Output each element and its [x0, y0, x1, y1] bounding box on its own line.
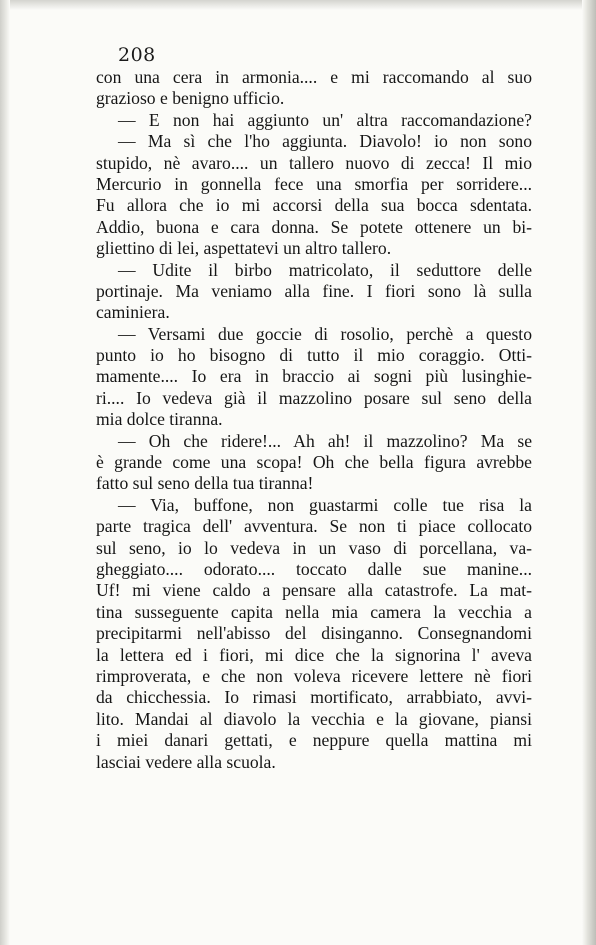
- page-right-edge: [582, 0, 596, 945]
- text-line: precipitarmi nell'abisso del disinganno. Consegnandomi: [96, 623, 532, 644]
- page-left-edge: [0, 0, 10, 945]
- text-line: i miei danari gettati, e neppure quella mattina mi: [96, 730, 532, 751]
- text-line: Addio, buona e cara donna. Se potete ottenere un bi-: [96, 216, 532, 237]
- text-line: — Udite il birbo matricolato, il seduttore delle: [118, 259, 532, 280]
- text-line: parte tragica dell' avventura. Se non ti piace collocato: [96, 516, 532, 537]
- text-line: Mercurio in gonnella fece una smorfia per sorridere...: [96, 173, 532, 194]
- text-line: ri.... Io vedeva già il mazzolino posare sul seno della: [96, 387, 532, 408]
- text-line: punto io ho bisogno di tutto il mio coraggio. Otti-: [96, 345, 532, 366]
- text-line: — Oh che ridere!... Ah ah! il mazzolino? Ma se: [118, 430, 532, 451]
- text-line: sul seno, io lo vedeva in un vaso di porcellana, va-: [96, 537, 532, 558]
- text-line: è grande come una scopa! Oh che bella figura avrebbe: [96, 452, 532, 473]
- body-text: [96, 67, 532, 773]
- text-line: mia dolce tiranna.: [96, 409, 223, 430]
- text-line: Uf! mi viene caldo a pensare alla catastrofe. La mat-: [96, 580, 532, 601]
- text-line: caminiera.: [96, 302, 170, 323]
- page-top-edge: [0, 0, 596, 10]
- text-line: lito. Mandai al diavolo la vecchia e la giovane, piansi: [96, 708, 532, 729]
- text-line: gheggiato.... odorato.... toccato dalle sue manine...: [96, 558, 532, 579]
- text-line: con una cera in armonia.... e mi raccomando al suo: [96, 67, 532, 87]
- text-line: rimproverata, e che non voleva ricevere lettere nè fiori: [96, 665, 532, 686]
- text-line: la lettera ed i fiori, mi dice che la signorina l' aveva: [96, 644, 532, 665]
- text-line: da chicchessia. Io rimasi mortificato, arrabbiato, avvi-: [96, 687, 532, 708]
- text-line: portinaje. Ma veniamo alla fine. I fiori sono là sulla: [96, 280, 532, 301]
- text-line: — Via, buffone, non guastarmi colle tue risa la: [118, 494, 532, 515]
- text-line: — Versami due goccie di rosolio, perchè a questo: [118, 323, 532, 344]
- text-line: stupido, nè avaro.... un tallero nuovo di zecca! Il mio: [96, 152, 532, 173]
- text-line: Fu allora che io mi accorsi della sua bocca sdentata.: [96, 195, 532, 216]
- text-line: tina susseguente capita nella mia camera la vecchia a: [96, 601, 532, 622]
- page-number: 208: [118, 44, 156, 66]
- text-line: grazioso e benigno ufficio.: [96, 88, 285, 109]
- text-line: lasciai vedere alla scuola.: [96, 751, 276, 772]
- text-line: mamente.... Io era in braccio ai sogni più lusinghie-: [96, 366, 532, 387]
- text-line: — Ma sì che l'ho aggiunta. Diavolo! io non sono: [118, 131, 532, 152]
- text-line: fatto sul seno della tua tiranna!: [96, 473, 314, 494]
- text-line: — E non hai aggiunto un' altra raccomandazione?: [118, 109, 532, 130]
- text-line: gliettino di lei, aspettatevi un altro tallero.: [96, 238, 392, 259]
